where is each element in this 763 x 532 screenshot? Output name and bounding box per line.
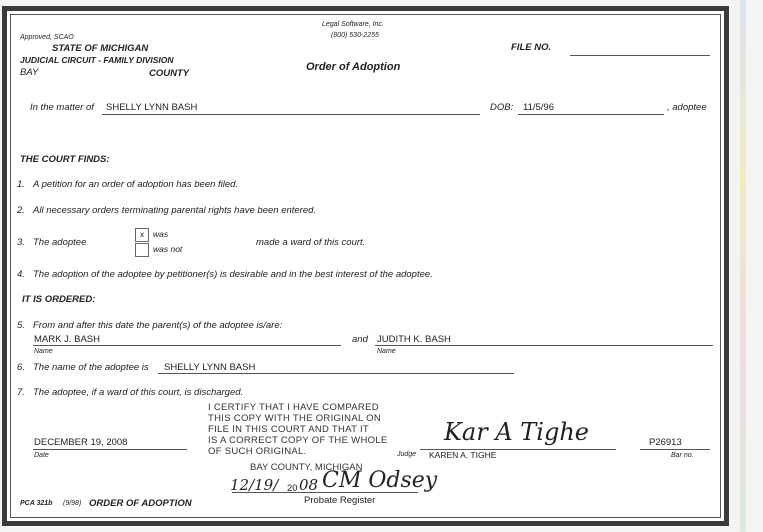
orders-heading: IT IS ORDERED: (22, 294, 96, 305)
matter-label: In the matter of (30, 102, 94, 113)
parent-1-line (33, 345, 341, 346)
cert-line-1: I CERTIFY THAT I HAVE COMPARED (208, 402, 379, 413)
stamp-handwritten-year: 08 (299, 476, 319, 494)
was-checkbox[interactable]: x (135, 228, 149, 242)
vendor-phone: (800) 530-2255 (331, 32, 379, 39)
stamp-place: BAY COUNTY, MICHIGAN (250, 462, 363, 473)
order-date-label: Date (34, 452, 49, 459)
bar-number-label: Bar no. (671, 452, 694, 459)
page-title: Order of Adoption (306, 61, 401, 73)
parent-2-line (375, 345, 713, 346)
parent-2-name: JUDITH K. BASH (377, 334, 451, 345)
parent-1-name-label: Name (34, 348, 53, 355)
order-6-label: The name of the adoptee is (33, 362, 149, 373)
judge-signature: Kar A Tighe (444, 418, 590, 446)
county-label: COUNTY (149, 68, 190, 79)
file-no-label: FILE NO. (511, 42, 552, 53)
adoptee-suffix: , adoptee (667, 102, 707, 113)
stamp-handwritten-date: 12/19/ (230, 476, 279, 494)
state-name: STATE OF MICHIGAN (52, 43, 149, 54)
dob-line (518, 114, 664, 115)
county-name: BAY (20, 67, 39, 78)
finding-4-text: The adoption of the adoptee by petitioner(s) is desirable and in the best interest of the adoptee. (33, 269, 433, 280)
finding-4-number: 4. (17, 269, 25, 280)
and-text: and (352, 334, 368, 345)
order-5-number: 5. (17, 320, 25, 331)
finding-3-tail: made a ward of this court. (256, 237, 366, 248)
form-revision: (9/98) (63, 500, 82, 507)
judge-name: KAREN A. TIGHE (429, 450, 497, 460)
order-5-text: From and after this date the parent(s) of the adoptee is/are: (33, 320, 283, 331)
bar-number: P26913 (649, 437, 682, 448)
new-adoptee-name: SHELLY LYNN BASH (164, 362, 256, 373)
finding-1-text: A petition for an order of adoption has been filed. (33, 179, 239, 190)
bar-number-line (640, 449, 710, 450)
cert-line-3: FILE IN THIS COURT AND THAT IT (208, 424, 370, 435)
judge-label: Judge (397, 451, 417, 458)
new-name-line (158, 373, 514, 374)
certification-stamp (208, 402, 388, 457)
order-7-text: The adoptee, if a ward of this court, is discharged. (33, 387, 244, 398)
cert-line-4: IS A CORRECT COPY OF THE WHOLE (208, 435, 388, 446)
parent-2-name-label: Name (377, 348, 396, 355)
court-name: JUDICIAL CIRCUIT - FAMILY DIVISION (20, 55, 174, 65)
cert-line-5: OF SUCH ORIGINAL. (208, 446, 307, 457)
register-line (232, 492, 418, 493)
parent-1-name: MARK J. BASH (34, 334, 100, 345)
footer-title: ORDER OF ADOPTION (89, 498, 192, 509)
findings-heading: THE COURT FINDS: (20, 154, 110, 165)
adoptee-name-line (102, 114, 480, 115)
scan-edge-artifact (740, 0, 746, 532)
was-label: was (153, 229, 169, 239)
was-not-label: was not (153, 244, 183, 254)
order-7-number: 7. (17, 387, 25, 398)
order-date-line (33, 449, 187, 450)
cert-line-2: THIS COPY WITH THE ORIGINAL ON (208, 413, 381, 424)
finding-3-number: 3. (17, 237, 25, 248)
dob-label: DOB: (490, 102, 514, 113)
approved-text: Approved, SCAO (20, 34, 74, 41)
finding-2-number: 2. (17, 205, 25, 216)
order-6-number: 6. (17, 362, 25, 373)
finding-2-text: All necessary orders terminating parental rights have been entered. (33, 205, 317, 216)
order-date: DECEMBER 19, 2008 (34, 437, 128, 448)
was-not-checkbox[interactable] (135, 243, 149, 257)
adoptee-name: SHELLY LYNN BASH (106, 102, 198, 113)
register-signature: CM Odsey (322, 468, 438, 493)
stamp-year-prefix: 20 (287, 483, 298, 494)
register-label: Probate Register (304, 495, 376, 506)
form-number: PCA 321b (20, 500, 53, 507)
finding-1-number: 1. (17, 179, 25, 190)
vendor-name: Legal Software, Inc. (322, 21, 384, 28)
finding-3-label: The adoptee (33, 237, 87, 248)
file-no-line (570, 55, 710, 56)
dob-value: 11/5/96 (523, 102, 554, 113)
